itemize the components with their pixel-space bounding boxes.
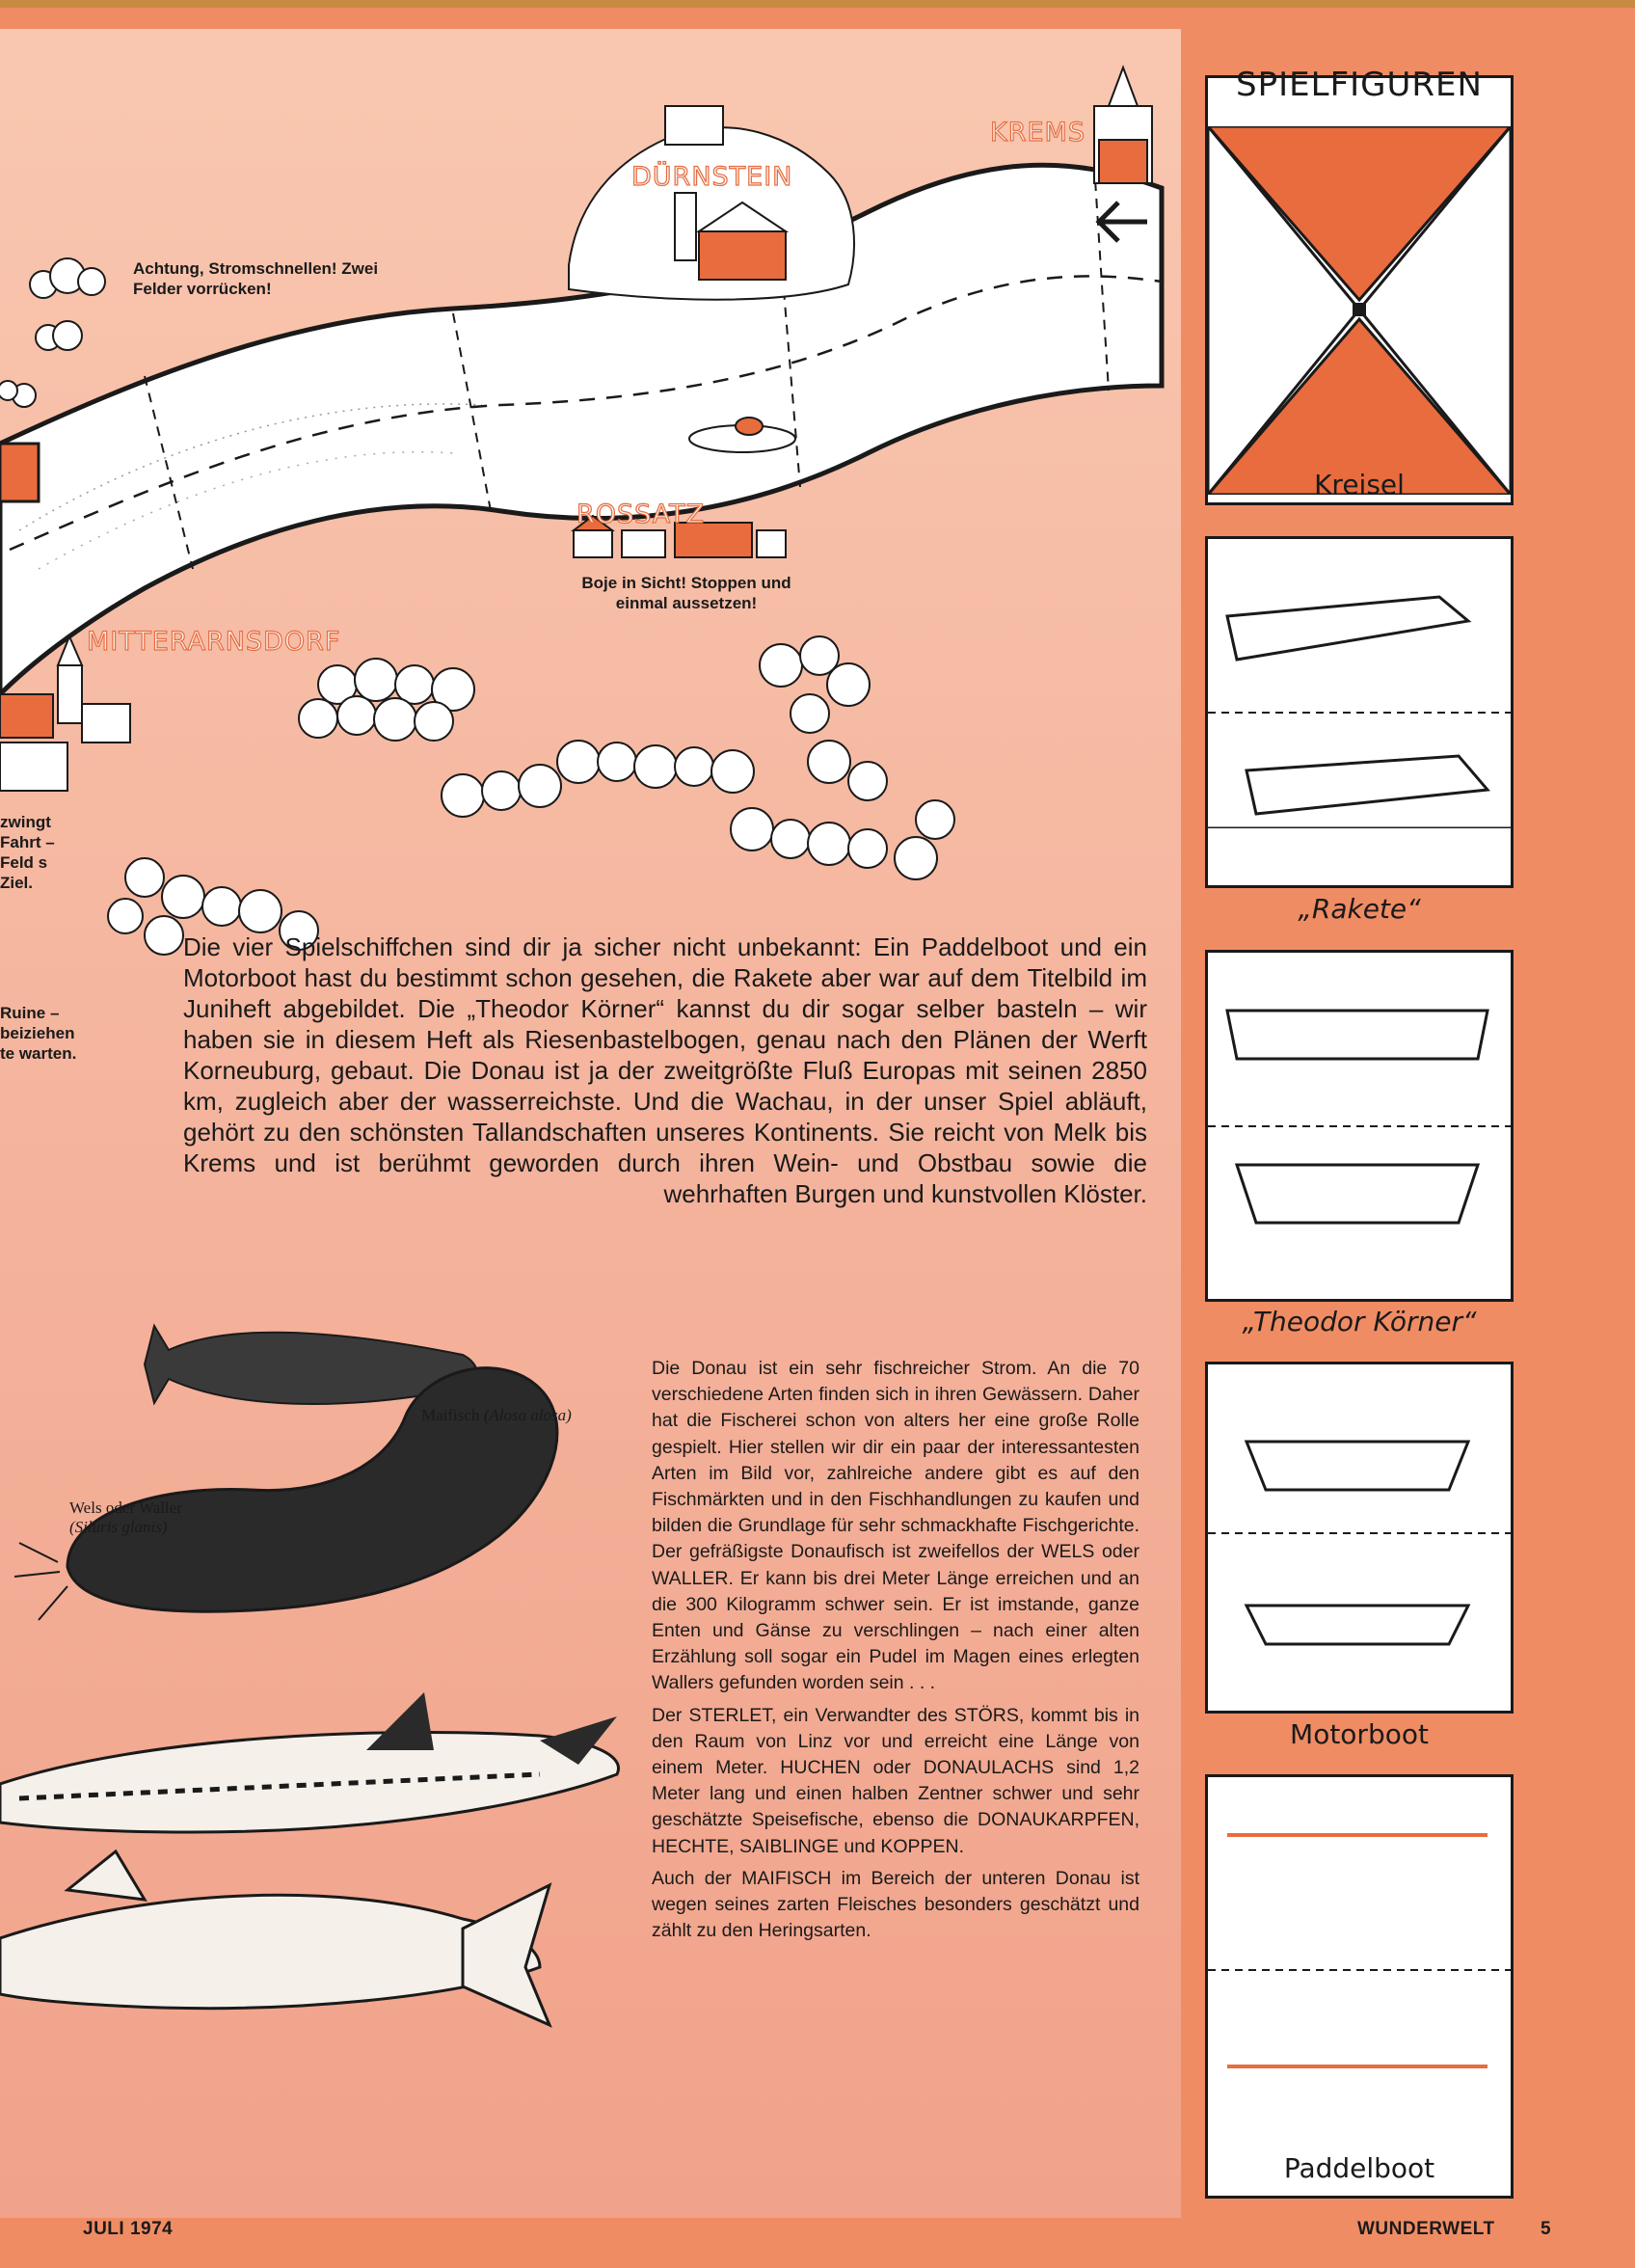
place-label-krems: KREMS <box>990 118 1086 148</box>
place-label-mitterarnsdorf: MITTERARNSDORF <box>87 627 341 657</box>
top-edge-strip <box>0 0 1635 8</box>
caption-wels-latin: (Siluris glanis) <box>69 1518 168 1536</box>
note-rapids: Achtung, Stromschnellen! Zwei Felder vorrücken! <box>133 259 379 298</box>
footer-date: JULI 1974 <box>83 2219 174 2239</box>
note-buoy: Boje in Sicht! Stoppen und einmal aussetzen! <box>581 574 791 612</box>
footer-page-number: 5 <box>1541 2219 1552 2239</box>
fish-article-paragraph-3: Auch der MAIFISCH im Bereich der unteren Donau ist wegen seines zarten Fleisches besonders geschätzt und zählt zu den Heringsarten. <box>652 1867 1139 1942</box>
kreisel-illustration <box>1208 126 1511 495</box>
figure-label-rakete: „Rakete“ <box>1298 893 1421 925</box>
footer-magazine: WUNDERWELT <box>1357 2219 1495 2239</box>
figure-card-theodor-koerner <box>1205 950 1514 1302</box>
huchen-drawing <box>0 1851 549 2025</box>
fish-article <box>652 1356 1139 1950</box>
caption-wels <box>69 1498 182 1537</box>
caption-maifisch <box>421 1406 572 1425</box>
figure-card-paddelboot <box>1205 1774 1514 2199</box>
fish-article-paragraph-2: Der STERLET, ein Verwandter des STÖRS, kommt bis in den Raum von Linz vor und erreicht eine Länge von einem Meter. HUCHEN oder DONAULACHS sind 1,2 Meter lang und einen halben Zentner schwer und sehr geschätzte Speisefische, ebenso die DONAUKARPFEN, HECHTE, SAIBLINGE und KOPPEN. <box>652 1704 1139 1857</box>
figure-card-kreisel <box>1205 75 1514 505</box>
motorboot-illustration <box>1208 1364 1511 1654</box>
smoke-puffs <box>0 258 105 407</box>
note-left-fragment-2: Ruine – beiziehen te warten. <box>0 1004 77 1063</box>
figure-label-kreisel: Kreisel <box>1314 469 1405 500</box>
fish-article-paragraph-1: Die Donau ist ein sehr fischreicher Strom. An die 70 verschiedene Arten finden sich in ihren Gewässern. Daher hat die Fischerei schon von alters her eine große Rolle gespielt. Hier stellen wir dir ein paar der interessantesten Arten im Bild vor, zahlreiche andere gibt es auf den Fischmärkten und in den Fischhandlungen zu kaufen und bilden die Grundlage für sehr schmackhafte Fischgerichte. Der gefräßigste Donaufisch ist zweifellos der WELS oder WALLER. Er kann bis drei Meter Länge erreichen und an die 300 Kilogramm schwer sein. Er ist imstande, ganze Enten und Gänse zu verschlingen – nach einer alten Erzählung soll sogar ein Pudel im Magen eines erlegten Wallers gefunden worden sein . . . <box>652 1358 1139 1694</box>
fish-illustrations <box>0 1311 636 2218</box>
rakete-illustration <box>1208 539 1511 828</box>
figure-card-rakete <box>1205 536 1514 888</box>
paddelboot-illustration <box>1208 1777 1511 2144</box>
figure-label-theodor-koerner: „Theodor Körner“ <box>1242 1306 1477 1337</box>
sidebar-title: SPIELFIGUREN <box>1236 66 1483 104</box>
figure-label-motorboot: Motorboot <box>1290 1718 1429 1750</box>
figure-label-paddelboot: Paddelboot <box>1283 2152 1435 2184</box>
theodor-koerner-illustration <box>1208 953 1511 1242</box>
figure-card-motorboot <box>1205 1362 1514 1714</box>
sterlet-drawing <box>0 1692 619 1832</box>
krems-church <box>1094 68 1152 183</box>
caption-wels-name: Wels oder Waller <box>69 1498 182 1517</box>
note-left-fragment-1: zwingt Fahrt – Feld s Ziel. <box>0 813 55 892</box>
intro-paragraph-text: Die vier Spielschiffchen sind dir ja sicher nicht unbekannt: Ein Paddelboot und ein Motorboot hast du bestimmt schon gesehen, die Rakete aber war auf dem Titelbild im Juniheft abgebildet. Die „Theodor Körner“ kannst du dir sogar selber basteln – wir haben sie in diesem Heft als Riesenbastelbogen, genau nach den Plänen der Werft Korneuburg, gebaut. Die Donau ist ja der zweitgrößte Fluß Europas mit seinen 2850 km, zugleich aber der wasserreichste. Und die Wachau, in der unser Spiel abläuft, gehört zu den schönsten Tallandschaften unseres Kontinents. Sie reicht von Melk bis Krems und ist berühmt geworden durch ihren Wein- und Obstbau sowie die wehrhaften Burgen und kunstvollen Klöster. <box>183 932 1147 1208</box>
caption-maifisch-name: Maifisch <box>421 1406 480 1424</box>
place-label-rossatz: ROSSATZ <box>576 500 706 529</box>
place-label-duernstein: DÜRNSTEIN <box>631 162 793 192</box>
intro-paragraph <box>183 932 1147 1209</box>
tree-clusters <box>108 636 954 955</box>
caption-maifisch-latin: (Alosa alosa) <box>483 1406 572 1424</box>
